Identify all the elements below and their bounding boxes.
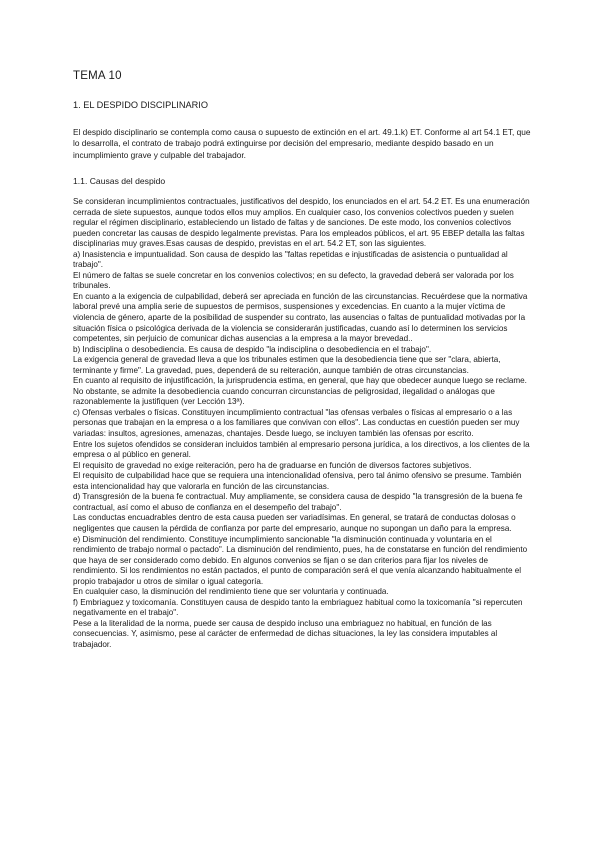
paragraph: e) Disminución del rendimiento. Constituye incumplimiento sancionable "la disminución continuada y voluntaria en el rendimiento de trabajo normal o pactado". La disminución del rendimiento, pues, ha de constatarse en función del rendimiento que haya de ser considerado como debido. En algunos convenios se fijan o se dan criterios para fijar los niveles de rendimiento. Si los rendimientos no están pactados, el punto de comparación será el que venía alcanzando habitualmente el propio trabajador u otros de similar o igual categoría. xyxy=(73,534,528,586)
paragraph: Las conductas encuadrables dentro de esta causa pueden ser variadísimas. En general, se tratará de conductas dolosas o negligentes que causen la pérdida de confianza por parte del empresario, aunque no supongan un daño para la empresa. xyxy=(73,513,516,533)
page-title: TEMA 10 xyxy=(73,70,122,82)
paragraph: El requisito de culpabilidad hace que se requiera una intencionalidad ofensiva, pero tal ánimo ofensivo se presume. También esta intencionalidad hay que valorarla en función de las circunstancias. xyxy=(73,471,522,491)
subsection-heading: 1.1. Causas del despido xyxy=(73,176,166,186)
section-heading: 1. EL DESPIDO DISCIPLINARIO xyxy=(73,100,208,110)
paragraph: Entre los sujetos ofendidos se consideran incluidos también al empresario persona jurídica, a los directivos, a los clientes de la empresa o al público en general. xyxy=(73,439,530,460)
paragraph: En cuanto a la exigencia de culpabilidad, deberá ser apreciada en función de las circunstancias. Recuérdese que la normativa laboral prevé una amplia serie de supuestos de permisos, suspensiones y excedencias. En cuanto a la mujer víctima de violencia de género, aparte de la posibilidad de suspender su contrato, las ausencias o faltas de puntualidad motivadas por la situación física o psicológica derivada de la violencia se considerarán justificadas, cuando así lo determinen los servicios competentes, sin perjuicio de comunicar dichas ausencias a la empresa a la mayor brevedad.. xyxy=(73,291,528,344)
paragraph: Pese a la literalidad de la norma, puede ser causa de despido incluso una embriaguez no habitual, en función de las consecuencias. Y, asimismo, pese al carácter de enfermedad de dichas situaciones, la ley las considera imputables al trabajador. xyxy=(73,618,498,649)
paragraph: b) Indisciplina o desobediencia. Es causa de despido "la indisciplina o desobediencia en el trabajo". xyxy=(73,344,432,354)
paragraph: a) Inasistencia e impuntualidad. Son causa de despido las "faltas repetidas e injustificadas de asistencia o puntualidad al trabajo". xyxy=(73,249,508,270)
paragraph: En cuanto al requisito de injustificación, la jurisprudencia estima, en general, que hay que obedecer aunque luego se reclame. No obstante, se admite la desobediencia cuando concurran circunstancias de peligrosidad, ilegalidad o análogas que razonablemente la justifiquen (ver Lección 13ª). xyxy=(73,376,527,407)
paragraph: f) Embriaguez y toxicomanía. Constituyen causa de despido tanto la embriaguez habitual como la toxicomanía "si repercuten negativamente en el trabajo". xyxy=(73,597,523,618)
paragraph: Se consideran incumplimientos contractuales, justificativos del despido, los enunciados en el art. 54.2 ET. Es una enumeración cerrada de siete supuestos, aunque todos ellos muy amplios. En cualquier caso, los convenios colectivos pueden y suelen regular el régimen disciplinario, estableciendo un listado de faltas y de sanciones. De este modo, los convenios colectivos pueden concretar las causas de despido legalmente previstas. Para los empleados públicos, el art. 95 EBEP detalla las faltas disciplinarias muy graves.Esas causas de despido, previstas en el art. 54.2 ET, son las siguientes. xyxy=(73,197,530,249)
paragraph: El número de faltas se suele concretar en los convenios colectivos; en su defecto, la gravedad deberá ser valorada por los tribunales. xyxy=(73,270,514,291)
paragraph: La exigencia general de gravedad lleva a que los tribunales estimen que la desobediencia tiene que ser "clara, abierta, terminante y firme". La gravedad, pues, dependerá de su reiteración, aunque también de otras circunstancias. xyxy=(73,355,501,375)
intro-paragraph: El despido disciplinario se contempla como causa o supuesto de extinción en el art. 49.1.k) ET. Conforme al art 54.1 ET, que lo desarrolla, el contrato de trabajo podrá extinguirse por decisión del empresario, mediante despido basado en un incumplimiento grave y culpable del trabajador. xyxy=(73,127,531,160)
body-text xyxy=(73,197,535,651)
paragraph: c) Ofensas verbales o físicas. Constituyen incumplimiento contractual "las ofensas verbales o físicas al empresario o a las personas que trabajan en la empresa o a los familiares que convivan con ellos". Las conductas en cuestión pueden ser muy variadas: insultos, agresiones, amenazas, chantajes. Desde luego, se incluyen también las ofensas por escrito. xyxy=(73,407,520,439)
paragraph: El requisito de gravedad no exige reiteración, pero ha de graduarse en función de diversos factores subjetivos. xyxy=(73,460,472,470)
paragraph: d) Transgresión de la buena fe contractual. Muy ampliamente, se considera causa de despido "la transgresión de la buena fe contractual, así como el abuso de confianza en el desempeño del trabajo". xyxy=(73,492,523,512)
paragraph: En cualquier caso, la disminución del rendimiento tiene que ser voluntaria y continuada. xyxy=(73,587,389,597)
